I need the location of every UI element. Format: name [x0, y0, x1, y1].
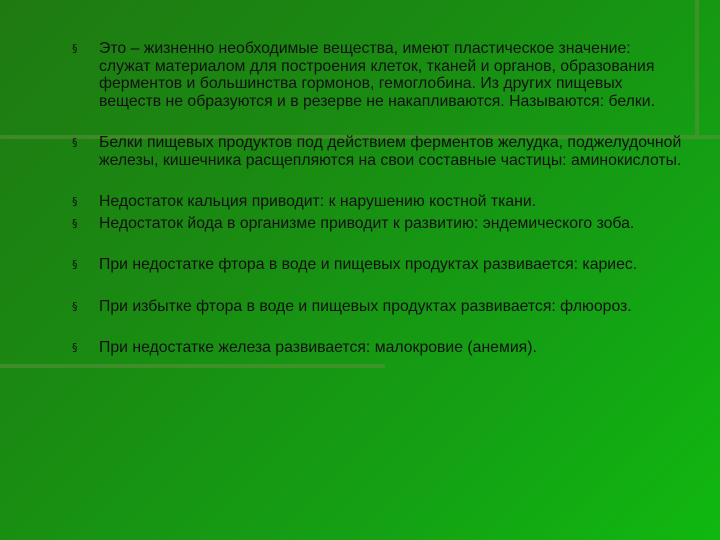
list-item [72, 40, 684, 110]
list-item [72, 298, 684, 316]
bullet-icon: § [72, 42, 78, 55]
list-item [72, 193, 684, 211]
bullet-icon: § [72, 258, 78, 271]
bullet-icon: § [72, 216, 78, 230]
bullet-icon: § [72, 136, 78, 149]
list-item-text: Недостаток йода в организме приводит к развитию: эндемического зоба. [99, 214, 635, 232]
list-item [72, 256, 684, 274]
bullet-icon: § [72, 341, 78, 354]
list-item-text: При избытке фтора в воде и пищевых продуктах развивается: флюороз. [99, 297, 632, 315]
list-item [72, 134, 684, 169]
list-item [72, 215, 684, 233]
list-item-text: Это – жизненно необходимые вещества, имеют пластическое значение: служат материалом для построения клеток, тканей и органов, образования ферментов и большинства гормонов, гемоглобина. Из других пищевых веществ не образуются и в резерве не накапливаются. Называются: белки. [99, 40, 655, 110]
list-item-text: При недостатке железа развивается: малокровие (анемия). [99, 339, 537, 356]
list-item-text: Белки пищевых продуктов под действием ферментов желудка, поджелудочной железы, кишечника расщепляются на свои составные частицы: аминокислоты. [99, 134, 682, 169]
list-item [72, 339, 684, 357]
bullet-list [72, 40, 684, 520]
list-item-text: Недостаток кальция приводит: к нарушению костной ткани. [99, 193, 537, 210]
bullet-icon: § [72, 195, 78, 208]
decorative-line-vertical [695, 0, 699, 135]
list-item-text: При недостатке фтора в воде и пищевых продуктах развивается: кариес. [99, 256, 638, 273]
bullet-icon: § [72, 299, 78, 313]
